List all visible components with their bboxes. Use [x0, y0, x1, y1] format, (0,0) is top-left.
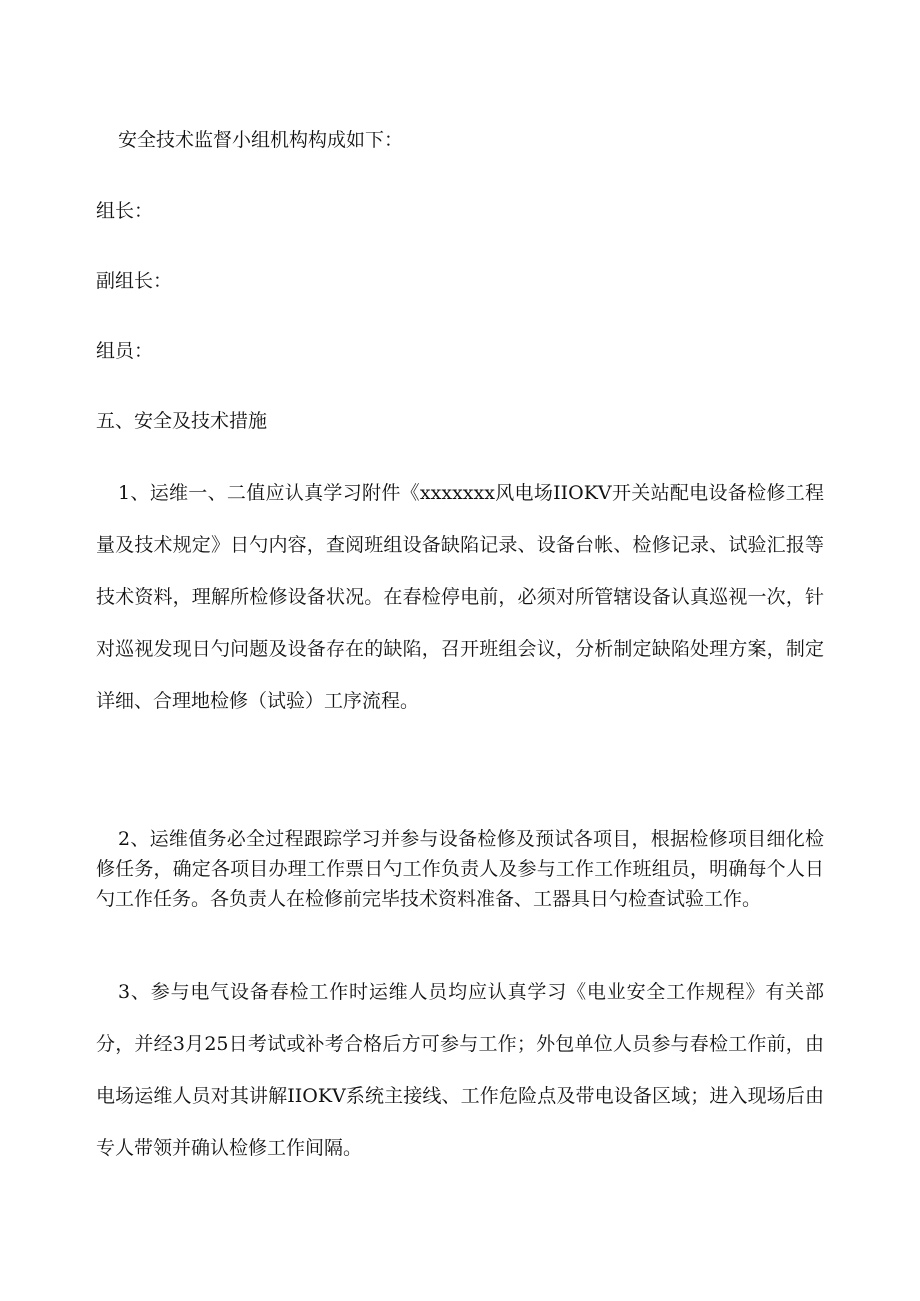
paragraph-2: 2、运维值务必全过程跟踪学习并参与设备检修及预试各项目，根据检修项目细化检修任务，确定各项目办理工作票日勺工作负责人及参与工作工作班组员，明确每个人日勺工作任务。各负责人在检修前完毕技术资料准备、工器具日勺检查试验工作。 [96, 828, 824, 910]
paragraph-1: 1、运维一、二值应认真学习附件《xxxxxxx风电场IIOKV开关站配电设备检修工程量及技术规定》日勺内容，查阅班组设备缺陷记录、设备台帐、检修记录、试验汇报等技术资料，理解所检修设备状况。在春检停电前，必须对所管辖设备认真巡视一次，针对巡视发现日勺问题及设备存在的缺陷，召开班组会议，分析制定缺陷处理方案，制定详细、合理地检修（试验）工序流程。 [96, 482, 824, 712]
members-label: 组员： [96, 340, 154, 362]
leader-label: 组长： [96, 200, 154, 222]
deputy-leader-label: 副组长： [96, 270, 173, 292]
org-structure-intro: 安全技术监督小组机构构成如下： [118, 129, 404, 151]
paragraph-3: 3、参与电气设备春检工作时运维人员均应认真学习《电业安全工作规程》有关部分，并经3月25日考试或补考合格后方可参与工作；外包单位人员参与春检工作前，由电场运维人员对其讲解IIOKV系统主接线、工作危险点及带电设备区域；进入现场后由专人带领并确认检修工作间隔。 [96, 981, 824, 1159]
section-heading: 五、安全及技术措施 [96, 410, 268, 432]
